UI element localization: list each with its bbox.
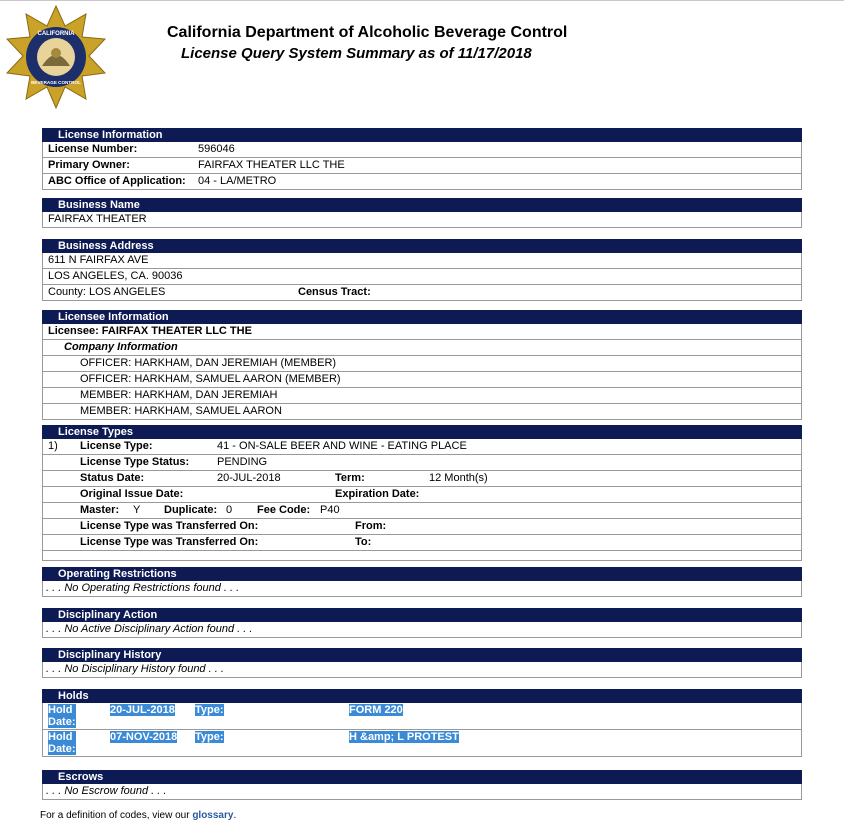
label: ABC Office of Application: bbox=[48, 175, 186, 187]
master: Y bbox=[133, 504, 141, 516]
svg-text:CALIFORNIA: CALIFORNIA bbox=[37, 31, 75, 37]
hold-date-label bbox=[48, 704, 76, 728]
business-address-section bbox=[42, 239, 802, 301]
label: Status Date: bbox=[80, 472, 145, 484]
officer-row bbox=[42, 404, 802, 420]
transfer-from-row bbox=[42, 519, 802, 535]
top-divider bbox=[0, 0, 844, 1]
label: From: bbox=[355, 520, 387, 532]
label: Expiration Date: bbox=[335, 488, 420, 500]
census-tract-label: Census Tract: bbox=[298, 286, 371, 298]
address-line-1 bbox=[42, 253, 802, 269]
section-header: Operating Restrictions bbox=[42, 567, 802, 581]
date-label: Date: bbox=[48, 743, 76, 755]
message: . . . No Escrow found . . . bbox=[46, 785, 167, 797]
label: Fee Code: bbox=[257, 504, 311, 516]
license-number-row bbox=[42, 142, 802, 158]
message-row bbox=[42, 622, 802, 638]
footer-note bbox=[40, 810, 236, 821]
label: Primary Owner: bbox=[48, 159, 130, 171]
license-information-section bbox=[42, 128, 802, 190]
operating-restrictions-section bbox=[42, 567, 802, 597]
date-label: Date: bbox=[48, 716, 76, 728]
escrows-section bbox=[42, 770, 802, 800]
status-date-row bbox=[42, 471, 802, 487]
business-name-row bbox=[42, 212, 802, 228]
licensee: Licensee: FAIRFAX THEATER LLC THE bbox=[48, 325, 252, 337]
spacer-row bbox=[42, 551, 802, 561]
label: Master: bbox=[80, 504, 120, 516]
hold-date-label bbox=[48, 731, 76, 755]
hold-type: FORM 220 bbox=[349, 704, 403, 716]
abc-seal-logo bbox=[4, 4, 108, 110]
licensee-row bbox=[42, 324, 802, 340]
city-state-zip: LOS ANGELES, CA. 90036 bbox=[48, 270, 183, 282]
hold-row bbox=[42, 730, 802, 757]
license-type-row bbox=[42, 439, 802, 455]
glossary-link[interactable]: glossary bbox=[192, 810, 234, 821]
section-header: License Types bbox=[42, 425, 802, 439]
footer-end: . bbox=[233, 810, 237, 821]
label: License Number: bbox=[48, 143, 138, 155]
section-header: Licensee Information bbox=[42, 310, 802, 324]
fee-code: P40 bbox=[320, 504, 340, 516]
section-header: Business Address bbox=[42, 239, 802, 253]
county-row bbox=[42, 285, 802, 301]
footer-text: For a definition of codes, view our bbox=[40, 810, 193, 821]
hold-date: 07-NOV-2018 bbox=[110, 731, 178, 743]
officer-row bbox=[42, 372, 802, 388]
type-label: Type: bbox=[195, 731, 224, 743]
officer: OFFICER: HARKHAM, DAN JEREMIAH (MEMBER) bbox=[80, 357, 337, 369]
label: Term: bbox=[335, 472, 365, 484]
label: License Type Status: bbox=[80, 456, 190, 468]
message-row bbox=[42, 784, 802, 800]
hold-date: 20-JUL-2018 bbox=[110, 704, 175, 716]
page-title: California Department of Alcoholic Beverage Control bbox=[167, 24, 568, 41]
business-name: FAIRFAX THEATER bbox=[48, 213, 147, 225]
label: License Type was Transferred On: bbox=[80, 536, 259, 548]
message: . . . No Operating Restrictions found . . . bbox=[46, 582, 240, 594]
disciplinary-action-section bbox=[42, 608, 802, 638]
index: 1) bbox=[48, 440, 58, 452]
message: . . . No Disciplinary History found . . . bbox=[46, 663, 224, 675]
section-header: Disciplinary Action bbox=[42, 608, 802, 622]
duplicate: 0 bbox=[226, 504, 233, 516]
hold-label: Hold bbox=[48, 704, 73, 716]
label: To: bbox=[355, 536, 372, 548]
master-row bbox=[42, 503, 802, 519]
label: License Type: bbox=[80, 440, 153, 452]
office: 04 - LA/METRO bbox=[198, 175, 277, 187]
holds-section bbox=[42, 689, 802, 757]
company-info-label: Company Information bbox=[64, 341, 178, 353]
type-label: Type: bbox=[195, 704, 224, 716]
hold-label: Hold bbox=[48, 731, 73, 743]
county: County: LOS ANGELES bbox=[48, 286, 166, 298]
status-date: 20-JUL-2018 bbox=[217, 472, 281, 484]
page-subtitle: License Query System Summary as of 11/17/2018 bbox=[181, 45, 532, 62]
business-name-section bbox=[42, 198, 802, 228]
street: 611 N FAIRFAX AVE bbox=[48, 254, 149, 266]
message-row bbox=[42, 662, 802, 678]
hold-row bbox=[42, 703, 802, 730]
section-header: Escrows bbox=[42, 770, 802, 784]
officer: OFFICER: HARKHAM, SAMUEL AARON (MEMBER) bbox=[80, 373, 341, 385]
license-types-section bbox=[42, 425, 802, 561]
license-type: 41 - ON-SALE BEER AND WINE - EATING PLACE bbox=[217, 440, 467, 452]
disciplinary-history-section bbox=[42, 648, 802, 678]
label: License Type was Transferred On: bbox=[80, 520, 259, 532]
licensee-information-section bbox=[42, 310, 802, 420]
hold-type: H &amp; L PROTEST bbox=[349, 731, 459, 743]
term: 12 Month(s) bbox=[429, 472, 488, 484]
license-number: 596046 bbox=[198, 143, 235, 155]
primary-owner-row bbox=[42, 158, 802, 174]
license-status: PENDING bbox=[217, 456, 268, 468]
officer-row bbox=[42, 388, 802, 404]
section-header: Business Name bbox=[42, 198, 802, 212]
message-row bbox=[42, 581, 802, 597]
label: Original Issue Date: bbox=[80, 488, 184, 500]
transfer-to-row bbox=[42, 535, 802, 551]
message: . . . No Active Disciplinary Action found . . . bbox=[46, 623, 253, 635]
issue-date-row bbox=[42, 487, 802, 503]
officer-row bbox=[42, 356, 802, 372]
officer: MEMBER: HARKHAM, DAN JEREMIAH bbox=[80, 389, 278, 401]
section-header: License Information bbox=[42, 128, 802, 142]
label: Duplicate: bbox=[164, 504, 218, 516]
section-header: Holds bbox=[42, 689, 802, 703]
address-line-2 bbox=[42, 269, 802, 285]
officer: MEMBER: HARKHAM, SAMUEL AARON bbox=[80, 405, 282, 417]
primary-owner: FAIRFAX THEATER LLC THE bbox=[198, 159, 345, 171]
svg-text:BEVERAGE CONTROL: BEVERAGE CONTROL bbox=[31, 80, 81, 85]
company-info-row bbox=[42, 340, 802, 356]
office-row bbox=[42, 174, 802, 190]
license-status-row bbox=[42, 455, 802, 471]
section-header: Disciplinary History bbox=[42, 648, 802, 662]
